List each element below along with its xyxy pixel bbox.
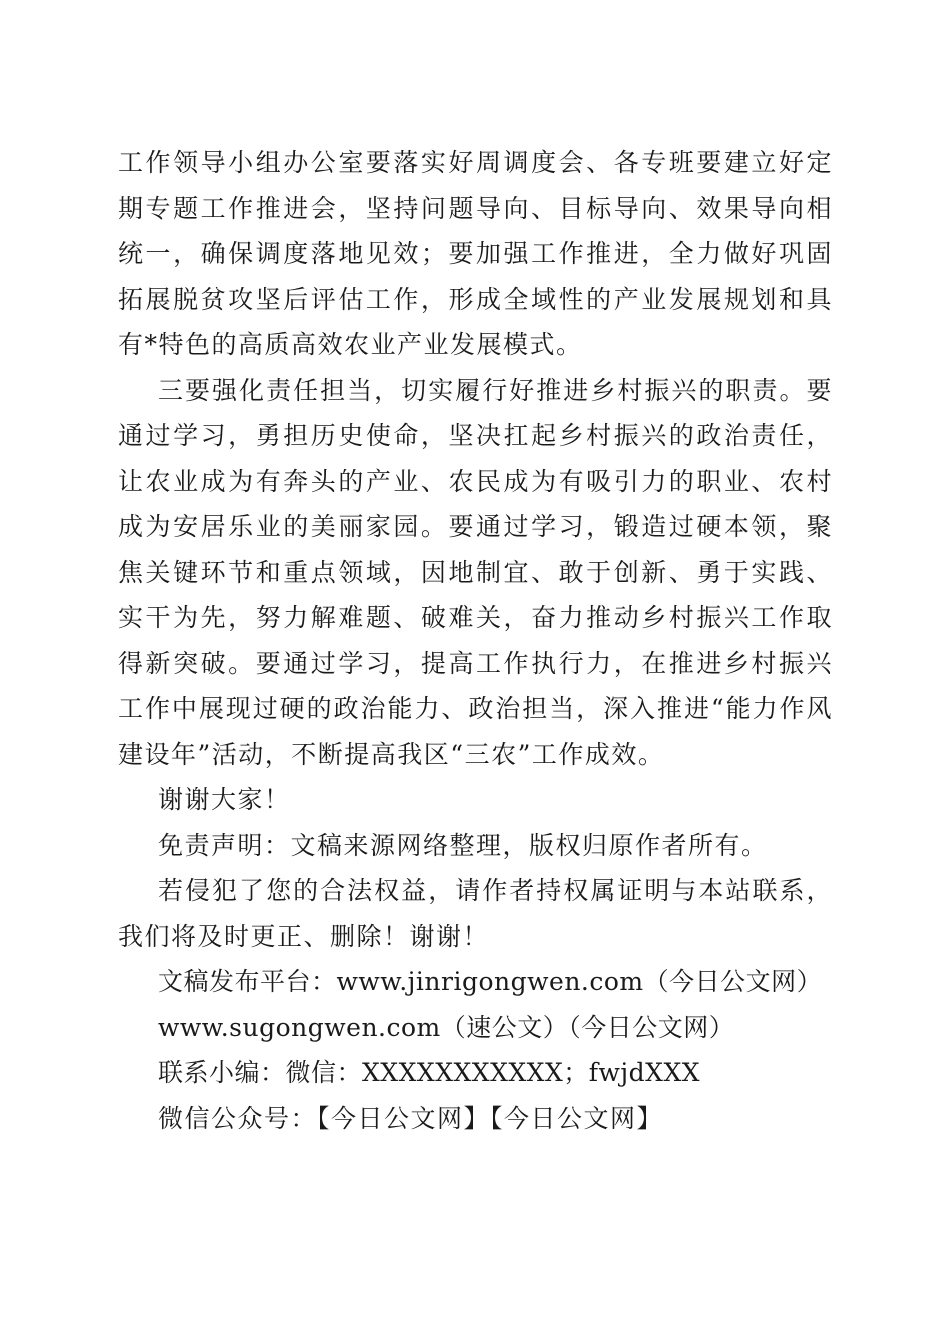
wechat-account-line: 微信公众号：【今日公文网】【今日公文网】	[158, 1103, 664, 1133]
disclaimer-text: 免责声明：文稿来源网络整理，版权归原作者所有。	[158, 830, 768, 860]
document-body	[118, 140, 833, 1141]
contact-line: 联系小编：微信：XXXXXXXXXXX；fwjdXXX	[158, 1058, 701, 1087]
paragraph-responsibility: 三要强化责任担当，切实履行好推进乡村振兴的职责。要通过学习，勇担历史使命，坚决扛起乡村振兴的政治责任，让农业成为有奔头的产业、农民成为有吸引力的职业、农村成为安居乐业的美丽家园。要通过学习，锻造过硬本领，聚焦关键环节和重点领域，因地制宜、敢于创新、勇于实践、实干为先，努力解难题、破难关，奋力推动乡村振兴工作取得新突破。要通过学习，提高工作执行力，在推进乡村振兴工作中展现过硬的政治能力、政治担当，深入推进“能力作风建设年”活动，不断提高我区“三农”工作成效。	[118, 375, 833, 769]
paragraph-continuation: 工作领导小组办公室要落实好周调度会、各专班要建立好定期专题工作推进会，坚持问题导向、目标导向、效果导向相统一，确保调度落地见效；要加强工作推进，全力做好巩固拓展脱贫攻坚后评估工作，形成全域性的产业发展规划和具有*特色的高质高效农业产业发展模式。	[118, 148, 833, 359]
platform-line: 文稿发布平台：www.jinrigongwen.com（今日公文网）	[158, 967, 823, 996]
paragraph-thanks: 谢谢大家！	[158, 785, 291, 814]
platform-alt-line: www.sugongwen.com（速公文）（今日公文网）	[158, 1012, 735, 1042]
infringement-notice: 若侵犯了您的合法权益，请作者持权属证明与本站联系，我们将及时更正、删除！谢谢！	[118, 876, 833, 951]
